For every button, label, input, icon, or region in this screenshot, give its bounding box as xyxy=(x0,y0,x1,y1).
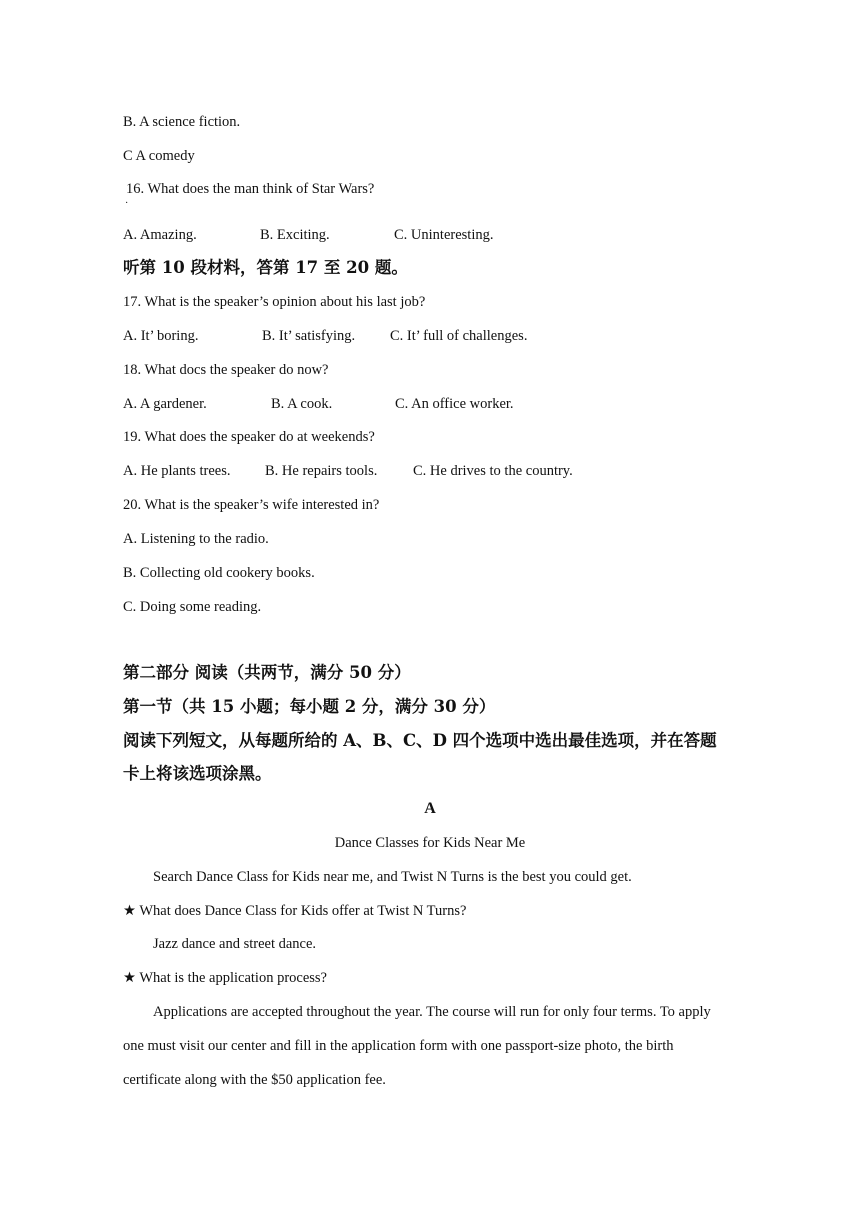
q20-option-c: C. Doing some reading. xyxy=(123,599,262,615)
section10-heading: 听第 10 段材料，答第 17 至 20 题。 xyxy=(123,258,408,277)
q19-option-b: B. He repairs tools. xyxy=(265,463,378,479)
faq-question-2: ★ What is the application process? xyxy=(123,970,327,986)
passage-letter: A xyxy=(424,800,436,817)
section1-heading: 第一节（共 15 小题；每小题 2 分，满分 30 分） xyxy=(123,697,496,716)
q20-question: 20. What is the speaker’s wife interested in? xyxy=(123,497,380,513)
q18-option-c: C. An office worker. xyxy=(395,396,514,412)
part2-heading: 第二部分 阅读（共两节，满分 50 分） xyxy=(123,663,411,682)
q19-option-a: A. He plants trees. xyxy=(123,463,231,479)
faq-answer-2-line-3: certificate along with the $50 application fee. xyxy=(123,1072,386,1088)
q17-option-c: C. It’ full of challenges. xyxy=(390,328,528,344)
passage-intro: Search Dance Class for Kids near me, and Twist N Turns is the best you could get. xyxy=(153,869,632,885)
q19-option-c: C. He drives to the country. xyxy=(413,463,573,479)
faq-answer-2-line-1: Applications are accepted throughout the year. The course will run for only four terms. To apply xyxy=(153,1004,711,1020)
q15-option-c: C A comedy xyxy=(123,148,195,164)
q16-option-a: A. Amazing. xyxy=(123,227,197,243)
q20-option-a: A. Listening to the radio. xyxy=(123,531,269,547)
q16-option-c: C. Uninteresting. xyxy=(394,227,494,243)
q18-option-a: A. A gardener. xyxy=(123,396,207,412)
instruction-line-1: 阅读下列短文，从每题所给的 A、B、C、D 四个选项中选出最佳选项，并在答题 xyxy=(123,731,717,750)
q16-question: 16. What does the man think of Star Wars? xyxy=(126,181,375,197)
q17-option-a: A. It’ boring. xyxy=(123,328,199,344)
q16-option-b: B. Exciting. xyxy=(260,227,330,243)
faq-answer-2-line-2: one must visit our center and fill in the application form with one passport-size photo, the birth xyxy=(123,1038,674,1054)
stray-dot: · xyxy=(125,198,129,209)
q17-question: 17. What is the speaker’s opinion about his last job? xyxy=(123,294,426,310)
q18-question: 18. What docs the speaker do now? xyxy=(123,362,329,378)
q20-option-b: B. Collecting old cookery books. xyxy=(123,565,315,581)
q17-option-b: B. It’ satisfying. xyxy=(262,328,356,344)
q18-option-b: B. A cook. xyxy=(271,396,333,412)
faq-answer-1: Jazz dance and street dance. xyxy=(153,936,317,952)
instruction-line-2: 卡上将该选项涂黑。 xyxy=(123,764,272,783)
faq-question-1: ★ What does Dance Class for Kids offer at Twist N Turns? xyxy=(123,903,467,919)
passage-title: Dance Classes for Kids Near Me xyxy=(334,835,526,851)
q15-option-b: B. A science fiction. xyxy=(123,114,241,130)
q19-question: 19. What does the speaker do at weekends? xyxy=(123,429,375,445)
